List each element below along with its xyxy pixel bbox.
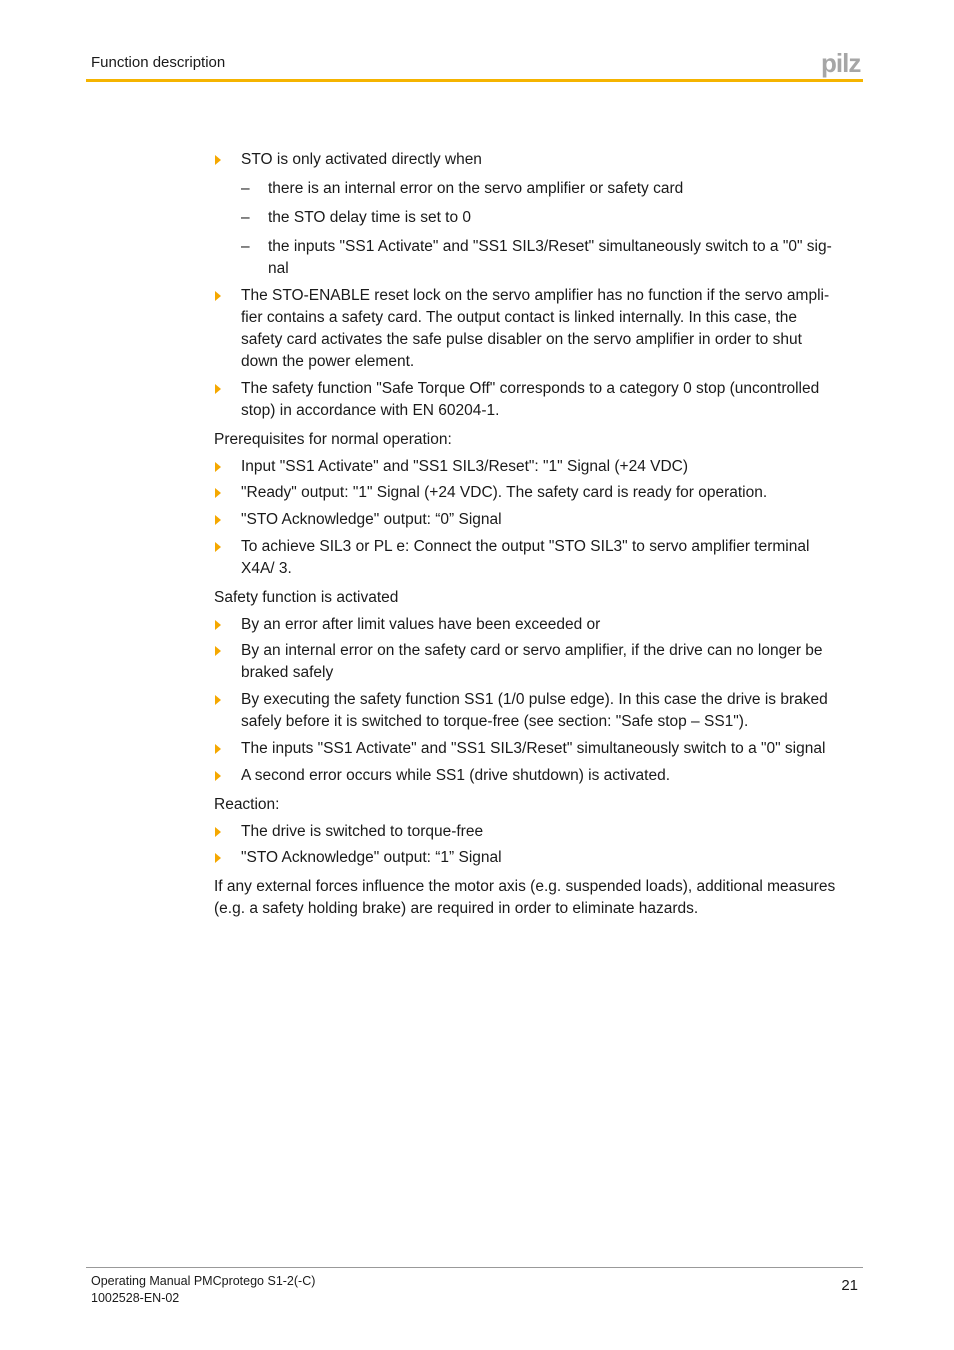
text-line: safety card activates the safe pulse disabler on the servo amplifier in order to shut — [241, 331, 802, 348]
pilz-logo: pilz — [821, 48, 861, 78]
list-item — [241, 614, 600, 636]
text-line: STO is only activated directly when — [241, 151, 482, 168]
text-line: there is an internal error on the servo amplifier or safety card — [268, 180, 684, 197]
text-line: X4A/ 3. — [241, 560, 292, 577]
bullet-arrow-icon — [215, 827, 221, 837]
text-line: By an error after limit values have been exceeded or — [241, 616, 601, 633]
text-line: safely before it is switched to torque-free (see section: "Safe stop – SS1"). — [241, 713, 749, 730]
list-item — [241, 378, 819, 422]
manual-title: Operating Manual PMCprotego S1-2(-C) — [91, 1274, 316, 1288]
text-line: "Ready" output: "1" Signal (+24 VDC). The safety card is ready for operation. — [241, 484, 768, 501]
text-line: Input "SS1 Activate" and "SS1 SIL3/Reset": "1" Signal (+24 VDC) — [241, 458, 689, 475]
bullet-arrow-icon — [215, 620, 221, 630]
sub-list-item — [241, 178, 684, 200]
document-number: 1002528-EN-02 — [91, 1291, 180, 1305]
dash-icon: – — [241, 238, 250, 255]
dash-icon: – — [241, 180, 250, 197]
list-item — [241, 640, 823, 684]
text-line: By an internal error on the safety card or servo amplifier, if the drive can no longer be — [241, 642, 823, 659]
text-line: (e.g. a safety holding brake) are required in order to eliminate hazards. — [214, 900, 699, 917]
text-line: Safety function is activated — [214, 589, 399, 606]
text-line: braked safely — [241, 664, 334, 681]
paragraph — [214, 876, 835, 920]
list-item — [241, 689, 828, 733]
list-item — [241, 482, 767, 504]
text-line: the STO delay time is set to 0 — [268, 209, 472, 226]
text-line: By executing the safety function SS1 (1/0 pulse edge). In this case the drive is braked — [241, 691, 828, 708]
list-item — [241, 765, 670, 787]
bullet-arrow-icon — [215, 646, 221, 656]
bullet-arrow-icon — [215, 515, 221, 525]
list-item — [241, 821, 483, 843]
text-line: stop) in accordance with EN 60204-1. — [241, 402, 500, 419]
text-line: nal — [268, 260, 289, 277]
footer-info — [91, 1273, 315, 1307]
list-item — [241, 536, 809, 580]
bullet-arrow-icon — [215, 853, 221, 863]
bullet-arrow-icon — [215, 155, 221, 165]
bullet-arrow-icon — [215, 542, 221, 552]
list-item — [241, 847, 502, 869]
text-line: "STO Acknowledge" output: “1” Signal — [241, 849, 502, 866]
bullet-arrow-icon — [215, 384, 221, 394]
list-item — [241, 738, 825, 760]
list-item — [241, 509, 502, 531]
paragraph — [214, 587, 398, 609]
page-number: 21 — [841, 1277, 858, 1294]
text-line: the inputs "SS1 Activate" and "SS1 SIL3/Reset" simultaneously switch to a "0" sig- — [268, 238, 832, 255]
bullet-arrow-icon — [215, 488, 221, 498]
bullet-arrow-icon — [215, 744, 221, 754]
bullet-arrow-icon — [215, 695, 221, 705]
footer-rule — [86, 1267, 863, 1268]
text-line: The drive is switched to torque-free — [241, 823, 484, 840]
text-line: down the power element. — [241, 353, 415, 370]
paragraph — [214, 429, 452, 451]
header-rule — [86, 79, 863, 82]
text-line: fier contains a safety card. The output contact is linked internally. In this case, the — [241, 309, 798, 326]
sub-list-item — [241, 236, 832, 280]
bullet-arrow-icon — [215, 771, 221, 781]
text-line: A second error occurs while SS1 (drive shutdown) is activated. — [241, 767, 671, 784]
text-line: The inputs "SS1 Activate" and "SS1 SIL3/Reset" simultaneously switch to a "0" signal — [241, 740, 826, 757]
dash-icon: – — [241, 209, 250, 226]
text-line: If any external forces influence the motor axis (e.g. suspended loads), additional measures — [214, 878, 836, 895]
text-line: The safety function "Safe Torque Off" corresponds to a category 0 stop (uncontrolled — [241, 380, 820, 397]
text-line: The STO-ENABLE reset lock on the servo amplifier has no function if the servo ampli- — [241, 287, 830, 304]
text-line: To achieve SIL3 or PL e: Connect the output "STO SIL3" to servo amplifier terminal — [241, 538, 810, 555]
paragraph — [214, 794, 279, 816]
text-line: Reaction: — [214, 796, 280, 813]
list-item — [241, 285, 829, 373]
header-title: Function description — [91, 54, 226, 71]
list-item — [241, 456, 688, 478]
bullet-arrow-icon — [215, 291, 221, 301]
text-line: "STO Acknowledge" output: “0” Signal — [241, 511, 502, 528]
list-item — [241, 149, 482, 171]
bullet-arrow-icon — [215, 462, 221, 472]
sub-list-item — [241, 207, 472, 229]
text-line: Prerequisites for normal operation: — [214, 431, 452, 448]
